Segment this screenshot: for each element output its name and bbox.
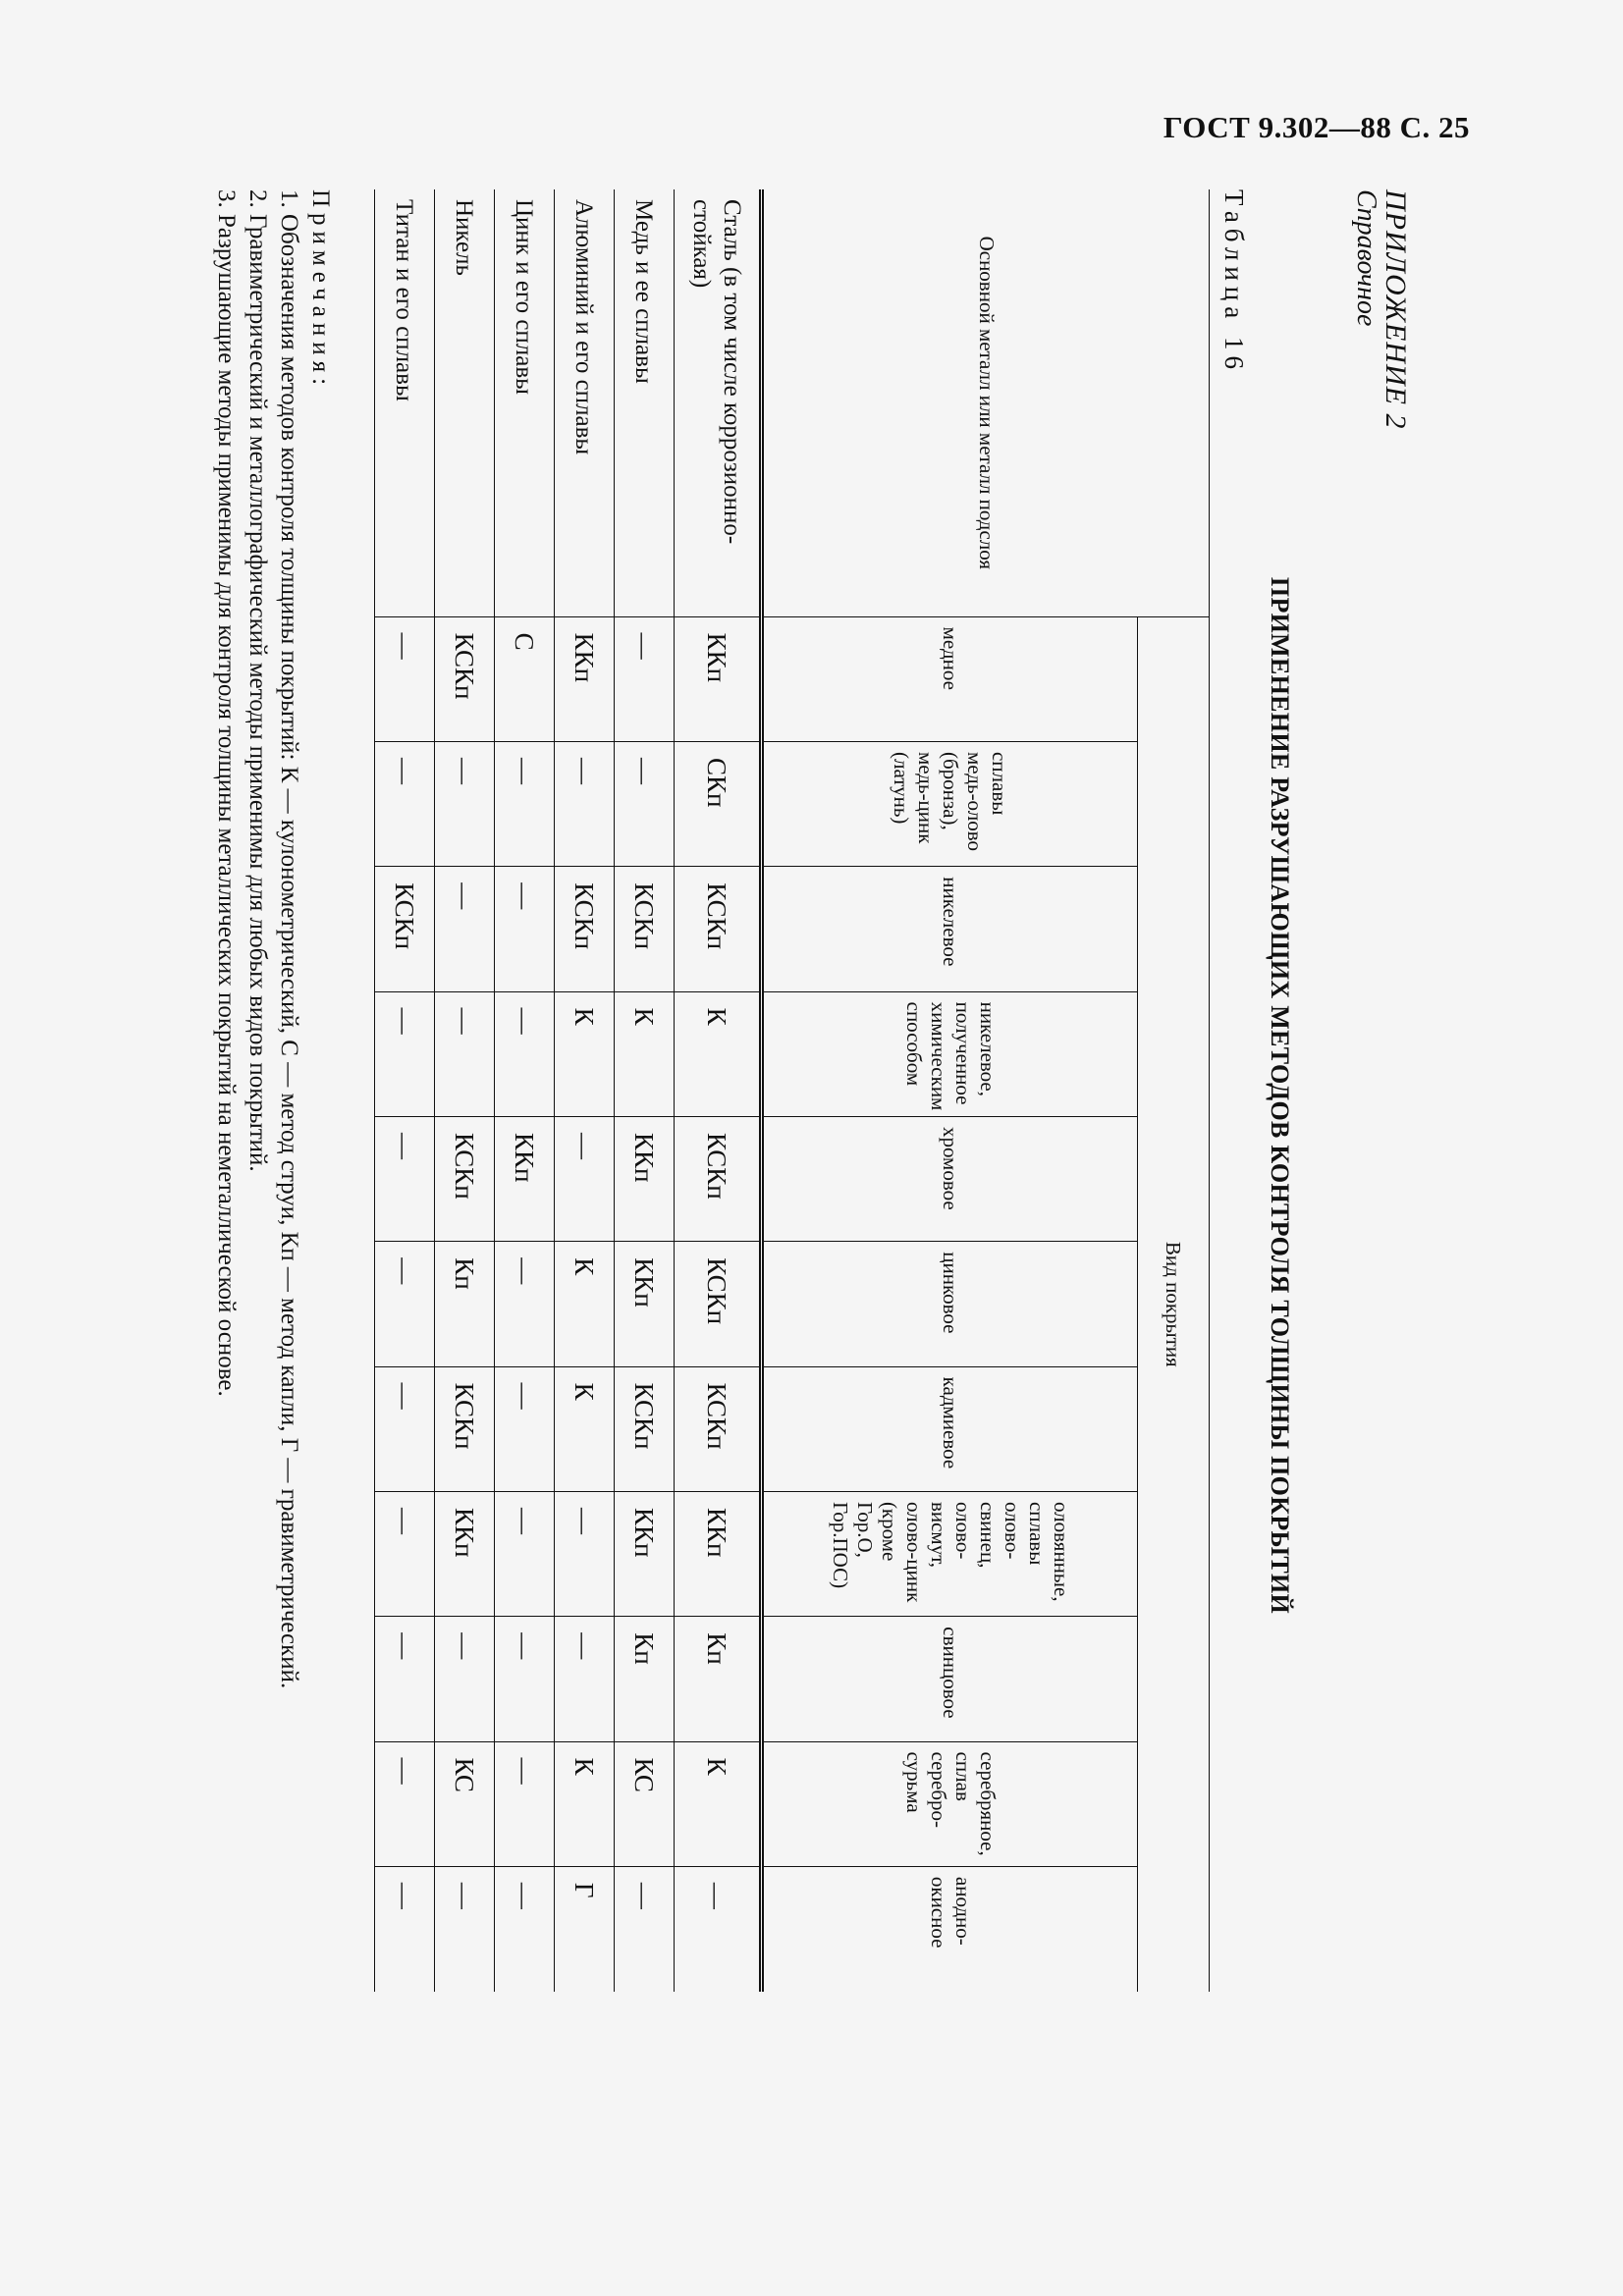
row-label: Медь и ее сплавы (615, 189, 675, 616)
column-header: кадмиевое (762, 1366, 1138, 1491)
table-cell: — (435, 867, 495, 991)
table-cell: — (375, 1617, 435, 1741)
table-cell: КСКп (675, 1242, 762, 1366)
table-cell: — (615, 1866, 675, 1992)
row-label: Титан и его сплавы (375, 189, 435, 616)
note-item: 1. Обозначения методов контроля толщины покрытий: К — кулонометрический, С — метод струи, Кп — метод капли, Г — гравиметрический. (276, 189, 302, 1689)
table-cell: — (495, 1242, 555, 1366)
table-cell: — (435, 741, 495, 866)
page-header: ГОСТ 9.302—88 С. 25 (1163, 110, 1470, 144)
table-header (762, 189, 1210, 1992)
column-header: цинковое (762, 1242, 1138, 1366)
table-row (495, 189, 555, 1992)
notes-title: Примечания: (307, 189, 334, 392)
table-cell: — (375, 1866, 435, 1992)
table-cell: К (555, 991, 615, 1116)
table-cell: — (375, 1116, 435, 1241)
table-cell: Кп (435, 1242, 495, 1366)
table-cell: — (435, 1617, 495, 1741)
table-cell: КСКп (375, 867, 435, 991)
table-cell: К (615, 991, 675, 1116)
table-cell: — (555, 741, 615, 866)
table-row (675, 189, 762, 1992)
table-cell: К (555, 1366, 615, 1491)
row-label: Цинк и его сплавы (495, 189, 555, 616)
table-row (375, 189, 435, 1992)
table-cell: — (555, 1491, 615, 1616)
column-header: сплавы медь-олово (бронза), медь-цинк (латунь) (762, 741, 1138, 866)
table-cell: — (495, 1366, 555, 1491)
appendix-title: ПРИЛОЖЕНИЕ 2 (1380, 189, 1412, 430)
table-cell: — (375, 1491, 435, 1616)
rotated-content (118, 0, 1414, 2120)
column-header: анодно-окисное (762, 1866, 1138, 1992)
note-item: 3. Разрушающие методы применимы для контроля толщины металлических покрытий на неметаллической основе. (213, 189, 240, 1397)
column-header: никелевое (762, 867, 1138, 991)
table-cell: С (495, 616, 555, 741)
table-cell: ККп (615, 1242, 675, 1366)
note-item: 2. Гравиметрический и металлографический методы применимы для любых видов покрытий. (244, 189, 271, 1172)
column-header: хромовое (762, 1116, 1138, 1241)
table-cell: — (495, 1866, 555, 1992)
document-title: ПРИМЕНЕНИЕ РАЗРУШАЮЩИХ МЕТОДОВ КОНТРОЛЯ ТОЛЩИНЫ ПОКРЫТИЙ (1266, 576, 1294, 1615)
table-cell: — (495, 741, 555, 866)
table-cell: — (375, 1242, 435, 1366)
table-cell: — (495, 867, 555, 991)
column-header: медное (762, 616, 1138, 741)
table-cell: ККп (615, 1116, 675, 1241)
appendix-block (1351, 189, 1410, 429)
header-row-group (1138, 189, 1210, 1992)
table-cell: ККп (675, 1491, 762, 1616)
table-cell: — (435, 991, 495, 1116)
base-metal-header: Основной металл или металл подслоя (762, 189, 1210, 616)
table-body (375, 189, 762, 1992)
table-cell: Кп (675, 1617, 762, 1741)
table-cell: ККп (495, 1116, 555, 1241)
column-header: свинцовое (762, 1617, 1138, 1741)
table-row (555, 189, 615, 1992)
row-label: Сталь (в том числе коррозионно-стойкая) (675, 189, 762, 616)
row-label: Алюминий и его сплавы (555, 189, 615, 616)
table-cell: КС (435, 1741, 495, 1866)
table-cell: КСКп (675, 1366, 762, 1491)
table-cell: — (375, 991, 435, 1116)
column-header: никелевое, полученное химическим способом (762, 991, 1138, 1116)
table-cell: КСКп (615, 867, 675, 991)
table-cell: — (615, 741, 675, 866)
table-cell: ККп (675, 616, 762, 741)
table-cell: К (675, 1741, 762, 1866)
table-number: Таблица 16 (1219, 189, 1249, 375)
column-header: оловянные, сплавы олово-свинец, олово-висмут, олово-цинк (кроме Гор.О, Гор.ПОС) (762, 1491, 1138, 1616)
table-cell: ККп (555, 616, 615, 741)
row-label: Никель (435, 189, 495, 616)
table-cell: КСКп (615, 1366, 675, 1491)
table-cell: — (555, 1116, 615, 1241)
table-cell: К (675, 991, 762, 1116)
table-cell: — (615, 616, 675, 741)
table-cell: — (495, 991, 555, 1116)
table-cell: КСКп (675, 867, 762, 991)
table-cell: КСКп (435, 616, 495, 741)
table-cell: Г (555, 1866, 615, 1992)
table-cell: — (375, 616, 435, 741)
column-header: серебряное, сплав серебро-сурьма (762, 1741, 1138, 1866)
table-cell: КСКп (675, 1116, 762, 1241)
table-row (615, 189, 675, 1992)
table-cell: — (435, 1866, 495, 1992)
table-cell: — (555, 1617, 615, 1741)
table-cell: Кп (615, 1617, 675, 1741)
coating-type-header: Вид покрытия (1138, 616, 1210, 1992)
table-cell: — (495, 1617, 555, 1741)
table-cell: — (375, 1366, 435, 1491)
table-cell: КСКп (435, 1116, 495, 1241)
table-cell: КСКп (555, 867, 615, 991)
notes-block (210, 189, 336, 2055)
table-cell: — (495, 1491, 555, 1616)
table-cell: — (375, 741, 435, 866)
table-cell: КСКп (435, 1366, 495, 1491)
table-cell: ККп (435, 1491, 495, 1616)
table-cell: ККп (615, 1491, 675, 1616)
coating-methods-table (374, 189, 1210, 1992)
table-cell: СКп (675, 741, 762, 866)
table-cell: — (375, 1741, 435, 1866)
table-cell: К (555, 1741, 615, 1866)
table-row (435, 189, 495, 1992)
table-cell: — (495, 1741, 555, 1866)
table-cell: КС (615, 1741, 675, 1866)
table-cell: К (555, 1242, 615, 1366)
appendix-subtitle: Справочное (1351, 189, 1381, 327)
table-cell: — (675, 1866, 762, 1992)
